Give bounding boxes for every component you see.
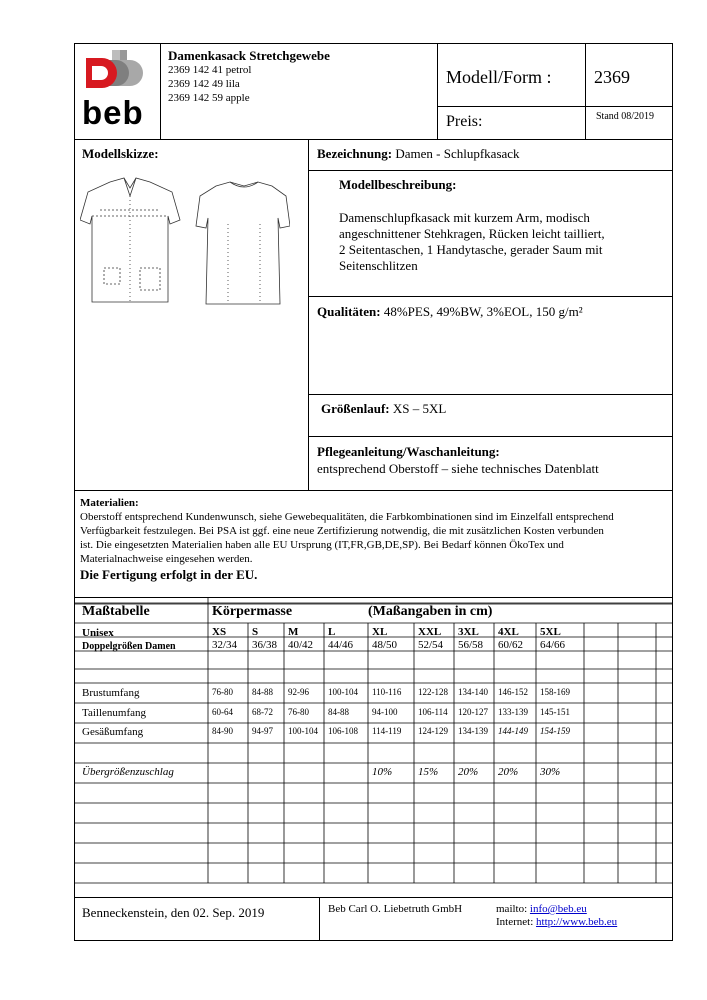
measure-cell: 76-80 (288, 707, 309, 717)
measure-cell: 120-127 (458, 707, 488, 717)
materialien-line: Verfügbarkeit festzulegen. Bei PSA ist ggf. eine neue Zertifizierung notwendig, die mit zusätzlichen Kosten verbunden (80, 525, 604, 537)
size-header: 4XL (498, 626, 519, 638)
doppel-cell: 40/42 (288, 639, 314, 651)
measure-cell: 144-149 (498, 726, 528, 736)
unisex-label: Unisex (82, 627, 114, 639)
preis-label: Preis: (446, 113, 483, 130)
variant-line: 2369 142 59 apple (168, 92, 250, 104)
doppel-cell: 56/58 (458, 639, 484, 651)
measure-cell: 110-116 (372, 687, 402, 697)
size-header: 3XL (458, 626, 479, 638)
measure-cell: 146-152 (498, 687, 528, 697)
doppel-cell: 64/66 (540, 639, 566, 651)
size-header: M (288, 626, 299, 638)
brust-label: Brustumfang (82, 687, 140, 699)
header-divider (437, 106, 673, 107)
doppel-cell: 32/34 (212, 639, 238, 651)
measure-cell: 124-129 (418, 726, 448, 736)
size-header: XS (212, 626, 227, 638)
measure-cell: 84-90 (212, 726, 233, 736)
frame-bottom (74, 940, 673, 941)
header-divider (160, 43, 161, 139)
column-divider (308, 139, 309, 490)
mailto-label: mailto: (496, 903, 528, 915)
measure-cell: 134-139 (458, 726, 488, 736)
groessenlauf-label: Größenlauf: (321, 401, 390, 416)
measure-cell: 94-100 (372, 707, 398, 717)
measure-cell: 134-140 (458, 687, 488, 697)
pflege-label: Pflegeanleitung/Waschanleitung: (317, 444, 500, 459)
size-header: XL (372, 626, 388, 638)
section-divider (308, 394, 673, 395)
beschreibung-line: 2 Seitentaschen, 1 Handytasche, gerader Saum mit (339, 242, 603, 257)
section-divider (74, 139, 673, 140)
materialien-line: Oberstoff entsprechend Kundenwunsch, siehe Gewebequalitäten, die Farbkombinationen sind im Einzelfall entsprechend (80, 511, 614, 523)
section-divider (74, 490, 673, 491)
bezeichnung (317, 146, 520, 162)
measure-cell: 94-97 (252, 726, 273, 736)
measure-cell: 114-119 (372, 726, 402, 736)
product-title: Damenkasack Stretchgewebe (168, 48, 330, 63)
beschreibung-label: Modellbeschreibung: (339, 177, 457, 192)
bezeichnung-value: Damen - Schlupfkasack (395, 146, 520, 161)
qualitaeten (317, 304, 583, 320)
bezeichnung-label: Bezeichnung: (317, 146, 393, 161)
beschreibung-line: Seitenschlitzen (339, 258, 418, 273)
size-header: 5XL (540, 626, 561, 638)
zuschlag-label: Übergrößenzuschlag (82, 766, 174, 778)
measure-cell: 76-80 (212, 687, 233, 697)
footer-divider (319, 897, 320, 941)
size-table (74, 597, 673, 898)
eu-note: Die Fertigung erfolgt in der EU. (80, 567, 258, 582)
taille-label: Taillenumfang (82, 707, 146, 719)
doppel-cell: 44/46 (328, 639, 354, 651)
measure-cell: 100-104 (328, 687, 358, 697)
measure-cell: 145-151 (540, 707, 570, 717)
materialien-label: Materialien: (80, 497, 139, 509)
table-title: Maßtabelle (82, 604, 150, 619)
website-link[interactable]: http://www.beb.eu (536, 916, 618, 928)
measure-cell: 133-139 (498, 707, 528, 717)
beb-logo (82, 48, 156, 134)
email-link[interactable]: info@beb.eu (529, 903, 587, 915)
modell-label: Modell/Form : (446, 67, 552, 87)
section-divider (308, 170, 673, 171)
sketch-label: Modellskizze: (82, 146, 159, 161)
gesaess-label: Gesäßumfang (82, 726, 144, 738)
garment-sketch (80, 174, 290, 314)
beschreibung-line: angeschnittener Stehkragen, Rücken leicht tailliert, (339, 226, 605, 241)
pflege-value: entsprechend Oberstoff – siehe technisches Datenblatt (317, 461, 599, 476)
measure-cell: 84-88 (328, 707, 349, 717)
logo-text: beb (82, 94, 144, 131)
size-header: L (328, 626, 336, 638)
section-divider (308, 296, 673, 297)
variant-line: 2369 142 41 petrol (168, 64, 252, 76)
doppel-cell: 36/38 (252, 639, 278, 651)
materialien-line: ist. Die eingesetzten Materialien haben alle EU Ursprung (IT,FR,GB,DE,SP). Bei Bedarf können ÖkoTex und (80, 539, 564, 551)
variant-line: 2369 142 49 lila (168, 78, 240, 90)
header-divider (585, 43, 586, 139)
internet-label: Internet: (496, 916, 534, 928)
header-divider (437, 43, 438, 139)
qualitaeten-value: 48%PES, 49%BW, 3%EOL, 150 g/m² (383, 304, 583, 319)
koerpermasse-label: Körpermasse (212, 604, 293, 619)
measure-cell: 154-159 (540, 726, 570, 736)
measure-cell: 68-72 (252, 707, 273, 717)
qualitaeten-label: Qualitäten: (317, 304, 381, 319)
measure-cell: 84-88 (252, 687, 273, 697)
beschreibung-line: Damenschlupfkasack mit kurzem Arm, modisch (339, 210, 590, 225)
zuschlag-cell: 10% (372, 766, 393, 778)
measure-cell: 60-64 (212, 707, 233, 717)
measure-cell: 158-169 (540, 687, 570, 697)
size-header: S (252, 626, 259, 638)
measure-cell: 100-104 (288, 726, 318, 736)
zuschlag-cell: 20% (458, 766, 479, 778)
size-header: XXL (418, 626, 442, 638)
doppel-cell: 60/62 (498, 639, 524, 651)
groessenlauf-value: XS – 5XL (392, 401, 447, 416)
doppel-label: Doppelgrößen Damen (82, 641, 176, 652)
doppel-cell: 52/54 (418, 639, 444, 651)
materialien-line: Materialnachweise eingesehen werden. (80, 553, 253, 565)
stand-date: Stand 08/2019 (596, 111, 655, 122)
website-line (496, 916, 617, 928)
measure-cell: 106-108 (328, 726, 358, 736)
email-line (496, 903, 587, 915)
measure-cell: 106-114 (418, 707, 448, 717)
measure-cell: 122-128 (418, 687, 448, 697)
section-divider (308, 436, 673, 437)
measure-cell: 92-96 (288, 687, 309, 697)
units-note: (Maßangaben in cm) (368, 604, 493, 619)
doppel-cell: 48/50 (372, 639, 398, 651)
modell-value: 2369 (594, 67, 630, 87)
zuschlag-cell: 30% (540, 766, 561, 778)
company-name: Beb Carl O. Liebetruth GmbH (328, 903, 463, 915)
frame-top (74, 43, 673, 44)
zuschlag-cell: 15% (418, 766, 439, 778)
zuschlag-cell: 20% (498, 766, 519, 778)
section-divider (74, 897, 673, 898)
groessenlauf (321, 401, 446, 417)
place-date: Benneckenstein, den 02. Sep. 2019 (82, 905, 265, 920)
